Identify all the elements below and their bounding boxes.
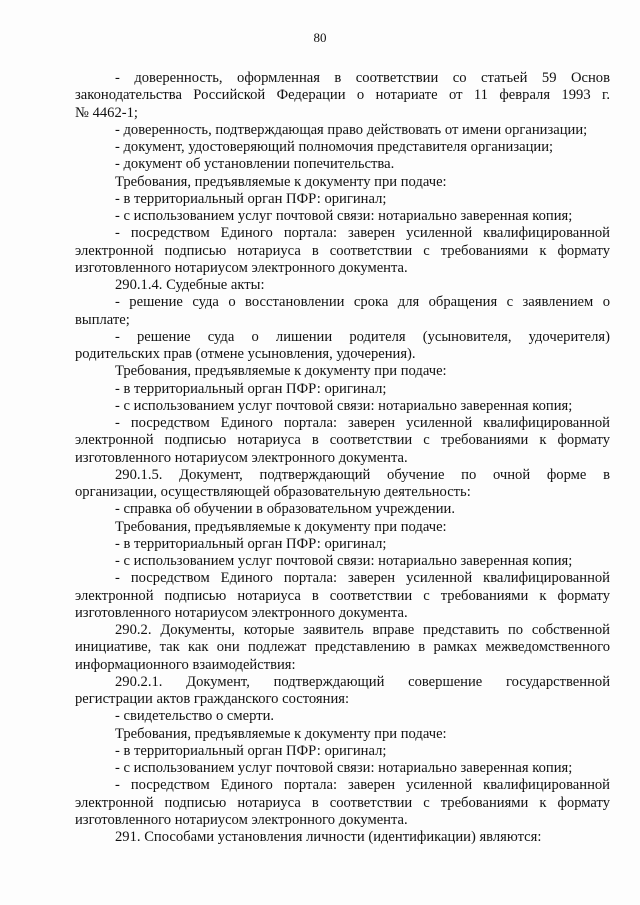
text-line: - с использованием услуг почтовой связи: нотариально заверенная копия; (115, 397, 573, 414)
text-line: - документ, удостоверяющий полномочия представителя организации; (115, 139, 554, 155)
text-line: электронной подписью нотариуса в соответствии с требованиями к формату (75, 587, 610, 604)
text-line: - посредством Единого портала: заверен усиленной квалифицированной (115, 415, 610, 431)
text-line: информационного взаимодействия: (75, 656, 296, 673)
text-line: - документ об установлении попечительства. (115, 156, 395, 173)
text-line: Требования, предъявляемые к документу при подаче: (115, 363, 447, 380)
text-line: Требования, предъявляемые к документу при подаче: (115, 725, 447, 742)
text-line: родительских прав (отмене усыновления, удочерения). (75, 346, 416, 362)
text-line: организации, осуществляющей образовательную деятельность: (75, 484, 471, 500)
text-line: Требования, предъявляемые к документу при подаче: (115, 518, 447, 535)
text-line: выплате; (75, 311, 130, 328)
text-line: регистрации актов гражданского состояния: (75, 691, 350, 707)
text-line: - решение суда о восстановлении срока для обращения с заявлением о (115, 294, 610, 311)
text-line: - посредством Единого портала: заверен усиленной квалифицированной (115, 225, 610, 242)
text-line: 291. Способами установления личности (идентификации) являются: (115, 829, 542, 845)
text-line: - справка об обучении в образовательном учреждении. (115, 501, 455, 518)
text-line: - свидетельство о смерти. (115, 708, 275, 725)
document-body (75, 70, 610, 846)
text-line: электронной подписью нотариуса в соответствии с требованиями к формату (75, 432, 610, 449)
text-line: инициативе, так как они подлежат представлению в рамках межведомственного (75, 639, 610, 656)
text-line: электронной подписью нотариуса в соответствии с требованиями к формату (75, 242, 610, 259)
text-line: - с использованием услуг почтовой связи: нотариально заверенная копия; (115, 760, 573, 776)
text-line: - в территориальный орган ПФР: оригинал; (115, 380, 387, 397)
text-line: - посредством Единого портала: заверен усиленной квалифицированной (115, 570, 610, 587)
text-line: 290.1.4. Судебные акты: (115, 277, 265, 293)
text-line: изготовленного нотариусом электронного документа. (75, 604, 408, 621)
page-number: 80 (313, 30, 327, 45)
text-line: - решение суда о лишении родителя (усыновителя, удочерителя) (115, 328, 610, 345)
text-line: - в территориальный орган ПФР: оригинал; (115, 535, 387, 552)
text-line: - в территориальный орган ПФР: оригинал; (115, 742, 387, 759)
text-line: - доверенность, оформленная в соответствии со статьей 59 Основ (115, 70, 610, 86)
text-line: - с использованием услуг почтовой связи: нотариально заверенная копия; (115, 208, 573, 224)
text-line: законодательства Российской Федерации о нотариате от 11 февраля 1993 г. (75, 87, 610, 104)
text-line: 290.1.5. Документ, подтверждающий обучение по очной форме в (115, 466, 610, 483)
text-line: - с использованием услуг почтовой связи: нотариально заверенная копия; (115, 553, 573, 569)
text-line: изготовленного нотариусом электронного документа. (75, 811, 408, 828)
text-line: № 4462-1; (75, 104, 138, 121)
text-line: 290.2.1. Документ, подтверждающий совершение государственной (115, 673, 610, 690)
text-line: электронной подписью нотариуса в соответствии с требованиями к формату (75, 794, 610, 811)
text-line: 290.2. Документы, которые заявитель вправе представить по собственной (115, 622, 610, 638)
text-line: Требования, предъявляемые к документу при подаче: (115, 173, 447, 190)
text-line: - посредством Единого портала: заверен усиленной квалифицированной (115, 777, 610, 794)
text-line: - доверенность, подтверждающая право действовать от имени организации; (115, 121, 588, 138)
text-line: изготовленного нотариусом электронного документа. (75, 449, 408, 466)
text-line: - в территориальный орган ПФР: оригинал; (115, 190, 387, 207)
text-line: изготовленного нотариусом электронного документа. (75, 259, 408, 276)
